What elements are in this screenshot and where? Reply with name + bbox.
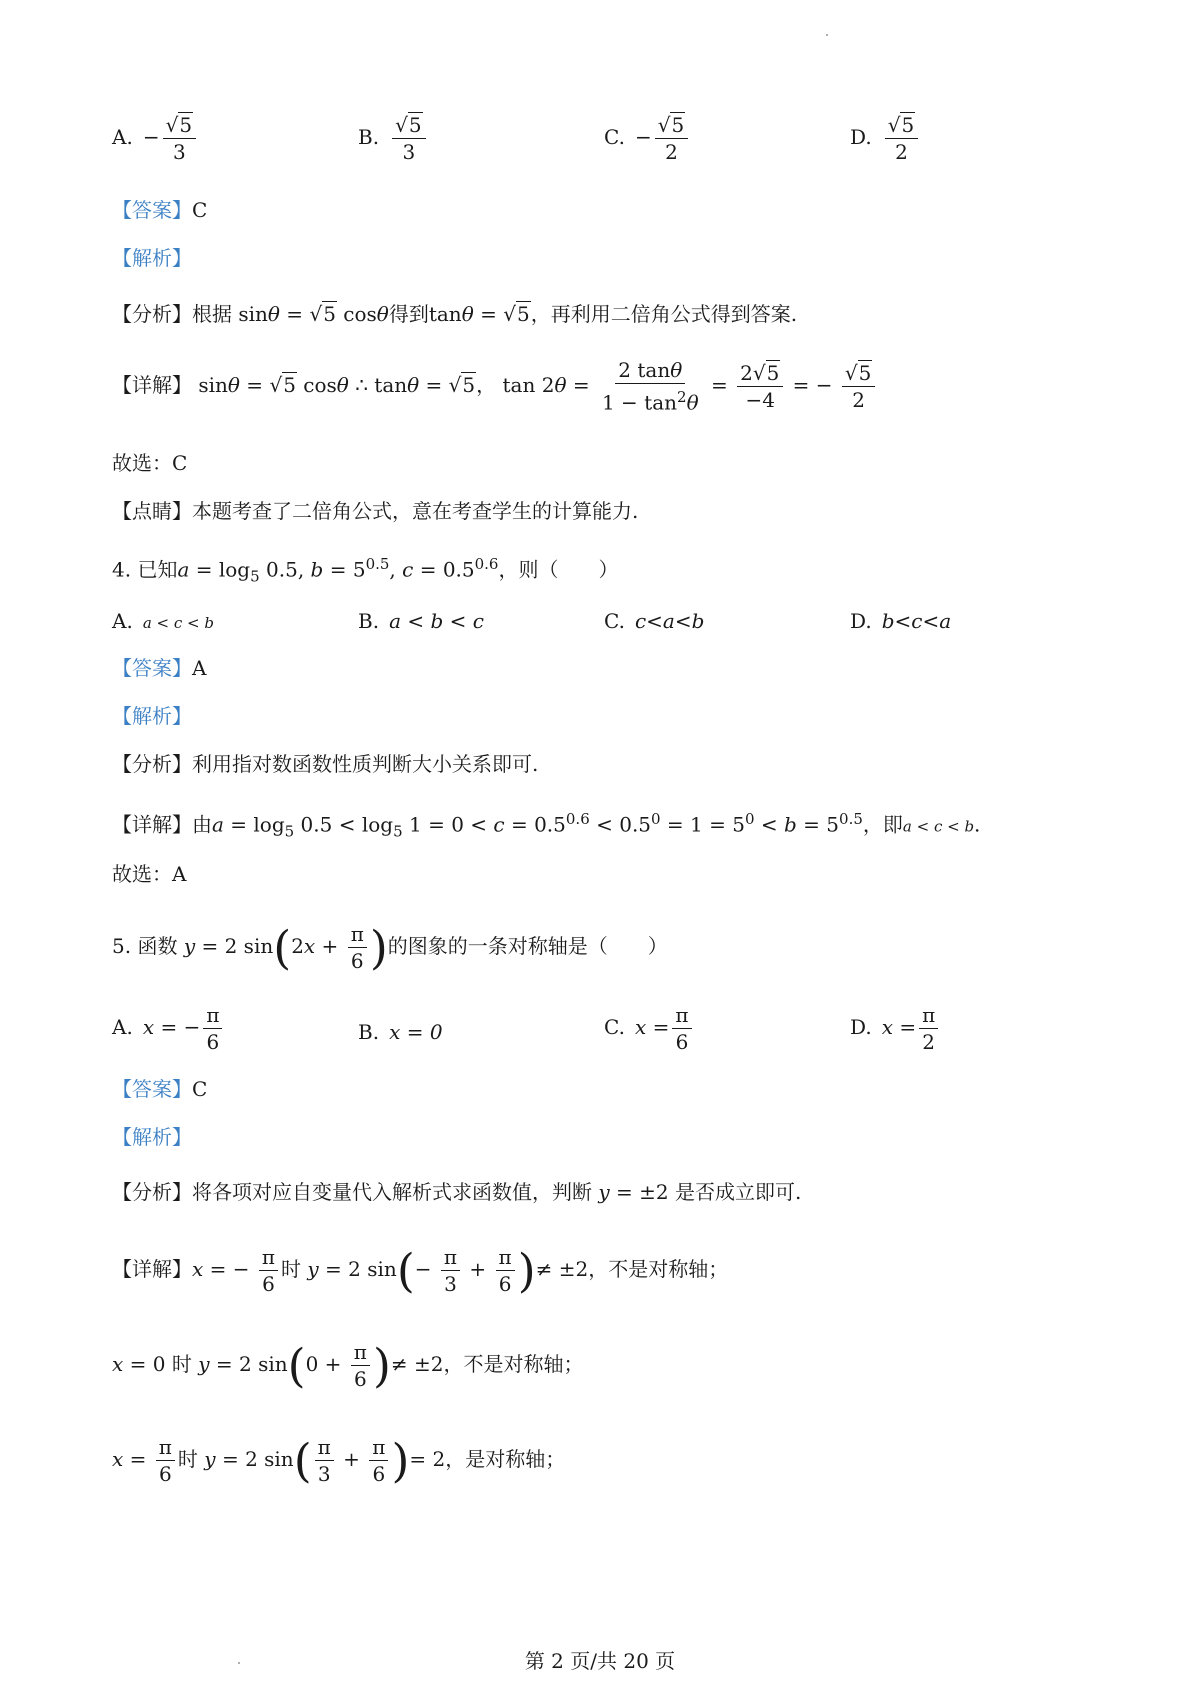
- not-axis-text: ，不是对称轴；: [443, 1352, 584, 1376]
- option-lhs: x =: [634, 1015, 670, 1039]
- q3-fenxi: 【分析】根据 sinθ = √5 cosθ得到tanθ = √5，再利用二倍角公式得到答案.: [112, 302, 798, 326]
- denominator: 3: [402, 140, 416, 164]
- answer-tag: 【答案】: [112, 1077, 192, 1101]
- fenxi-text: ，再利用二倍角公式得到答案.: [530, 302, 798, 326]
- q4-answer: [112, 654, 206, 682]
- q4-analysis-heading: [112, 702, 192, 730]
- fenxi-label: 【分析】: [112, 302, 192, 326]
- page-footer: 第 2 页/共 20 页: [524, 1649, 676, 1673]
- denominator: 6: [206, 1030, 220, 1054]
- option-letter: A.: [112, 125, 133, 149]
- q5-option-c: [604, 1003, 695, 1054]
- is-axis-text: ，是对称轴；: [445, 1447, 566, 1471]
- q4-stem: 4. 已知$a = \log_5 0.5$, $b = 5^{0.5}$, $c = 0.5^{0.6}$，则（ ）: [112, 555, 619, 586]
- denominator: 2: [895, 140, 908, 164]
- conclusion-text: 故选：A: [112, 862, 187, 886]
- q5-xiangjie-line2: x = 0 时 y = 2 sin(0 + $\frac{\pi}{6}$ )≠ ±2，不是对称轴；: [112, 1338, 584, 1393]
- q5-analysis-heading: [112, 1123, 192, 1151]
- option-letter: C.: [604, 1015, 625, 1039]
- option-letter: D.: [850, 1015, 872, 1039]
- xiangjie-text: 由: [192, 812, 212, 837]
- fenxi-text: 根据: [192, 302, 232, 326]
- answer-value: A: [192, 656, 207, 680]
- analysis-tag: 【解析】: [112, 704, 192, 728]
- option-letter: D.: [850, 125, 872, 149]
- radicand: 5: [901, 113, 915, 137]
- q5-option-a: [112, 1003, 225, 1054]
- scan-speck: [826, 34, 828, 36]
- q5-xiangjie-line1: 【详解】x = − $\frac{\pi}{6}$ 时 y = 2 sin(− $\frac{\pi}{3}$ + $\frac{\pi}{6}$ )≠ ±2，不是对称轴；: [112, 1243, 729, 1298]
- option-sign: −: [142, 125, 160, 149]
- q3-dianjing: [112, 497, 638, 525]
- denominator: 2: [922, 1030, 936, 1054]
- stem-text: 函数: [137, 934, 178, 958]
- fenxi-label: 【分析】: [112, 1180, 192, 1204]
- analysis-tag: 【解析】: [112, 246, 192, 270]
- q5-answer: [112, 1075, 207, 1103]
- fenxi-text: 得到: [388, 302, 429, 326]
- answer-value: C: [192, 198, 208, 222]
- radicand: 5: [671, 113, 685, 137]
- answer-value: C: [192, 1077, 208, 1101]
- option-text: a < c < b: [142, 614, 214, 632]
- option-letter: B.: [358, 125, 380, 149]
- not-axis-text: ，不是对称轴；: [588, 1257, 729, 1281]
- fenxi-text: 利用指对数函数性质判断大小关系即可.: [192, 752, 539, 776]
- dianjing-label: 【点睛】: [112, 499, 192, 523]
- q3-answer: [112, 196, 207, 224]
- xiangjie-text: a < c < b: [902, 817, 975, 836]
- question-number: 5.: [112, 934, 132, 958]
- denominator: 2: [665, 140, 678, 164]
- q3-conclusion: [112, 449, 187, 477]
- option-letter: C.: [604, 609, 625, 633]
- q3-option-c: C. − $\frac{√5}{2}$: [604, 113, 691, 164]
- shi-text: 时: [281, 1257, 302, 1281]
- xiangjie-label: 【详解】: [112, 372, 192, 397]
- q5-stem: 5. 函数 y = 2 sin(2x + $\frac{\pi}{6}$ )的图象的一条对称轴是（ ）: [112, 920, 668, 975]
- conclusion-text: 故选：C: [112, 451, 188, 475]
- radicand: 5: [408, 113, 422, 137]
- radicand: 5: [179, 113, 193, 137]
- scan-speck: [238, 1662, 240, 1664]
- dianjing-text: 本题考查了二倍角公式，意在考查学生的计算能力.: [192, 499, 639, 523]
- stem-text: 已知: [137, 557, 178, 582]
- xiangjie-text: ，即: [862, 812, 903, 837]
- option-letter: C.: [604, 125, 625, 149]
- q5-option-d: [850, 1003, 941, 1054]
- numerator: π: [919, 1003, 938, 1029]
- stem-text: ，则（ ）: [498, 557, 619, 582]
- q3-analysis-heading: [112, 244, 192, 272]
- question-number: 4.: [112, 557, 132, 582]
- q3-option-d: D. $\frac{√5}{2}$: [850, 113, 921, 164]
- answer-tag: 【答案】: [112, 198, 192, 222]
- analysis-tag: 【解析】: [112, 1125, 192, 1149]
- option-letter: B.: [358, 609, 380, 633]
- q4-option-b: [358, 607, 484, 635]
- q4-option-a: [112, 607, 214, 637]
- option-lhs: x = −: [142, 1015, 201, 1039]
- fenxi-text: 是否成立即可.: [674, 1180, 802, 1204]
- option-text: c<a<b: [634, 609, 705, 633]
- option-text: b<c<a: [881, 609, 952, 633]
- option-text: x = 0: [389, 1020, 443, 1044]
- option-letter: B.: [358, 1020, 380, 1044]
- q4-option-c: [604, 607, 704, 635]
- option-lhs: x =: [881, 1015, 917, 1039]
- q4-conclusion: [112, 860, 186, 888]
- q3-xiangjie: 【详解】 sinθ = √5 cosθ ∴ tanθ = √5， tan 2θ = $\frac{2 \tan\theta}{1 - \tan^2\theta}$ = $\frac{2√5}{-4}$ = − $\frac{√5}{2}$: [112, 358, 878, 415]
- fenxi-text: 将各项对应自变量代入解析式求函数值，判断: [192, 1180, 592, 1204]
- option-letter: A.: [112, 609, 133, 633]
- q3-option-b: B. $\frac{√5}{3}$: [358, 113, 429, 164]
- numerator: π: [203, 1003, 222, 1029]
- fenxi-label: 【分析】: [112, 752, 192, 776]
- denominator: 3: [172, 140, 186, 164]
- q4-option-d: [850, 607, 951, 635]
- option-text: a < b < c: [389, 609, 484, 633]
- q5-fenxi: 【分析】将各项对应自变量代入解析式求函数值，判断 y = ±2 是否成立即可.: [112, 1180, 802, 1204]
- shi-text: 时: [177, 1447, 198, 1471]
- answer-tag: 【答案】: [112, 656, 192, 680]
- q4-xiangjie: 【详解】由$a = \log_5 0.5 < \log_5 1 = 0 < c = 0.5^{0.6} < 0.5^0 = 1 = 5^0 < b = 5^{0.5}$，即a < c < b.: [112, 810, 981, 841]
- xiangjie-label: 【详解】: [112, 1257, 192, 1281]
- q3-option-a: A. − $\frac{√5}{3}$: [112, 113, 199, 164]
- q5-option-b: [358, 1018, 443, 1046]
- stem-text: 的图象的一条对称轴是（ ）: [387, 934, 668, 958]
- q5-xiangjie-line3: x = $\frac{\pi}{6}$ 时 y = 2 sin( $\frac{\pi}{3}$ + $\frac{\pi}{6}$ )= 2，是对称轴；: [112, 1433, 566, 1488]
- denominator: 6: [675, 1030, 689, 1054]
- shi-text: 时: [171, 1352, 192, 1376]
- q4-fenxi: [112, 750, 538, 778]
- xiangjie-label: 【详解】: [112, 812, 192, 837]
- option-sign: −: [634, 125, 652, 149]
- option-letter: A.: [112, 1015, 133, 1039]
- numerator: π: [672, 1003, 691, 1029]
- option-letter: D.: [850, 609, 872, 633]
